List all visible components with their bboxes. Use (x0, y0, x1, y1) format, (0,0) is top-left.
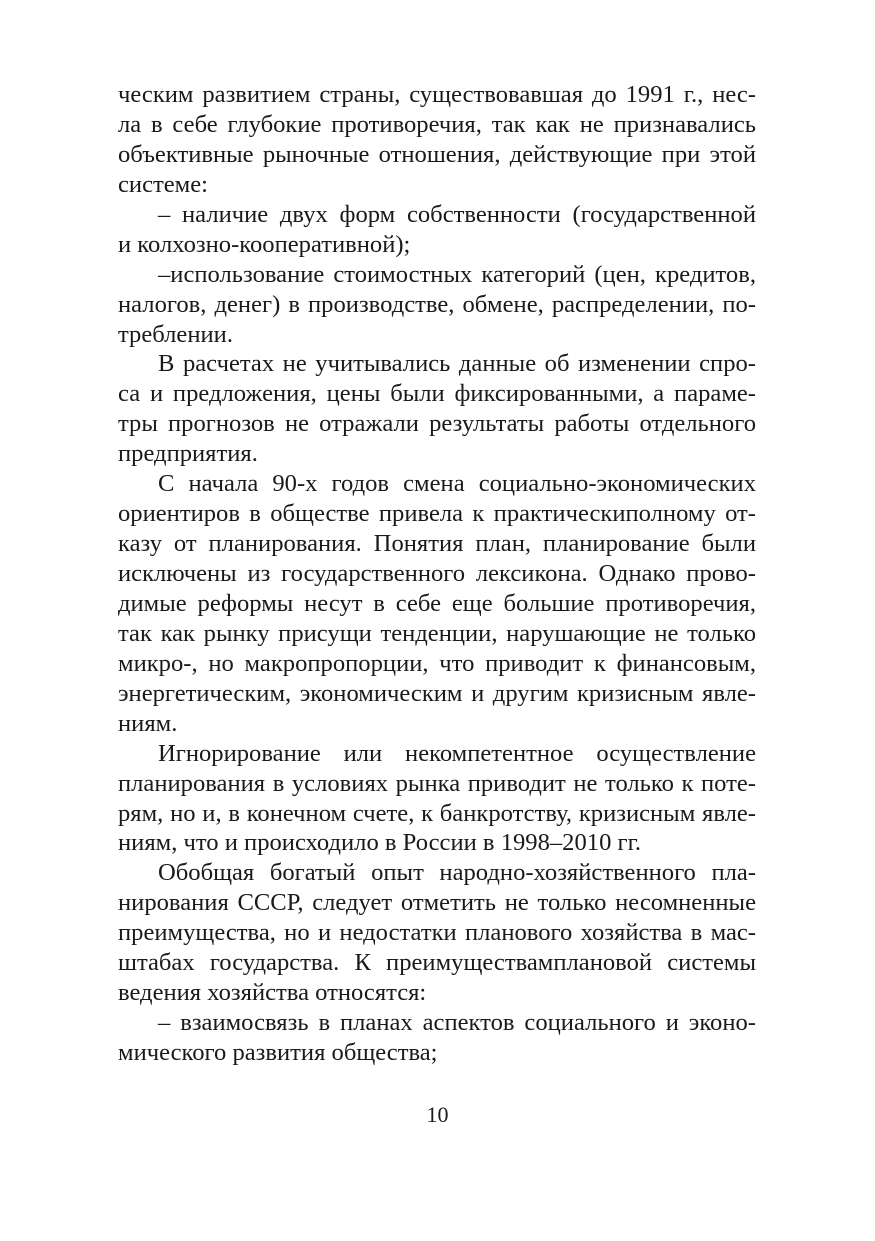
text-line: энергетическим, экономическим и другим кризисным явле- (118, 679, 756, 707)
text-line: микро-, но макропропорции, что приводит к финансовым, (118, 649, 756, 677)
text-line: нирования СССР, следует отметить не только несомненные (118, 889, 756, 917)
body-text (118, 80, 756, 1068)
text-line: планирования в условиях рынка приводит не только к поте- (118, 769, 756, 797)
text-line: –использование стоимостных категорий (цен, кредитов, (158, 260, 756, 288)
text-line: объективные рыночные отношения, действующие при этой (118, 140, 756, 168)
text-line: ориентиров в обществе привела к практическиполному от- (118, 500, 756, 528)
text-line: Игнорирование или некомпетентное осуществление (158, 739, 756, 767)
text-line: – взаимосвязь в планах аспектов социального и эконо- (158, 1009, 756, 1037)
text-line: казу от планирования. Понятия план, планирование были (118, 530, 756, 558)
text-line: – наличие двух форм собственности (государственной (158, 200, 756, 228)
text-line: предприятия. (118, 440, 258, 468)
text-line: и колхозно-кооперативной); (118, 230, 411, 258)
text-line: так как рынку присущи тенденции, нарушающие не только (118, 619, 756, 647)
text-line: Обобщая богатый опыт народно-хозяйственного пла- (158, 859, 756, 887)
text-line: ниям. (118, 709, 178, 737)
text-line: ведения хозяйства относятся: (118, 979, 427, 1007)
text-line: преимущества, но и недостатки планового хозяйства в мас- (118, 919, 756, 947)
text-line: димые реформы несут в себе еще большие противоречия, (118, 589, 756, 617)
text-line: са и предложения, цены были фиксированными, а параме- (118, 380, 756, 408)
text-line: исключены из государственного лексикона. Однако прово- (118, 560, 756, 587)
text-line: ниям, что и происходило в России в 1998–2010 гг. (118, 829, 642, 857)
text-line: В расчетах не учитывались данные об изменении спро- (158, 350, 756, 378)
text-line: мического развития общества; (118, 1039, 438, 1066)
text-line: штабах государства. К преимуществамплановой системы (118, 949, 756, 977)
text-line: С начала 90-х годов смена социально-экономических (158, 470, 756, 498)
text-line: рям, но и, в конечном счете, к банкротству, кризисным явле- (118, 799, 756, 827)
text-line: тры прогнозов не отражали результаты работы отдельного (118, 410, 756, 438)
text-line: ческим развитием страны, существовавшая до 1991 г., нес- (118, 81, 756, 108)
text-line: налогов, денег) в производстве, обмене, распределении, по- (118, 290, 756, 318)
text-line: треблении. (118, 320, 233, 348)
text-line: системе: (118, 170, 208, 198)
page-number: 10 (426, 1102, 449, 1127)
text-line: ла в себе глубокие противоречия, так как не признавались (118, 110, 756, 138)
